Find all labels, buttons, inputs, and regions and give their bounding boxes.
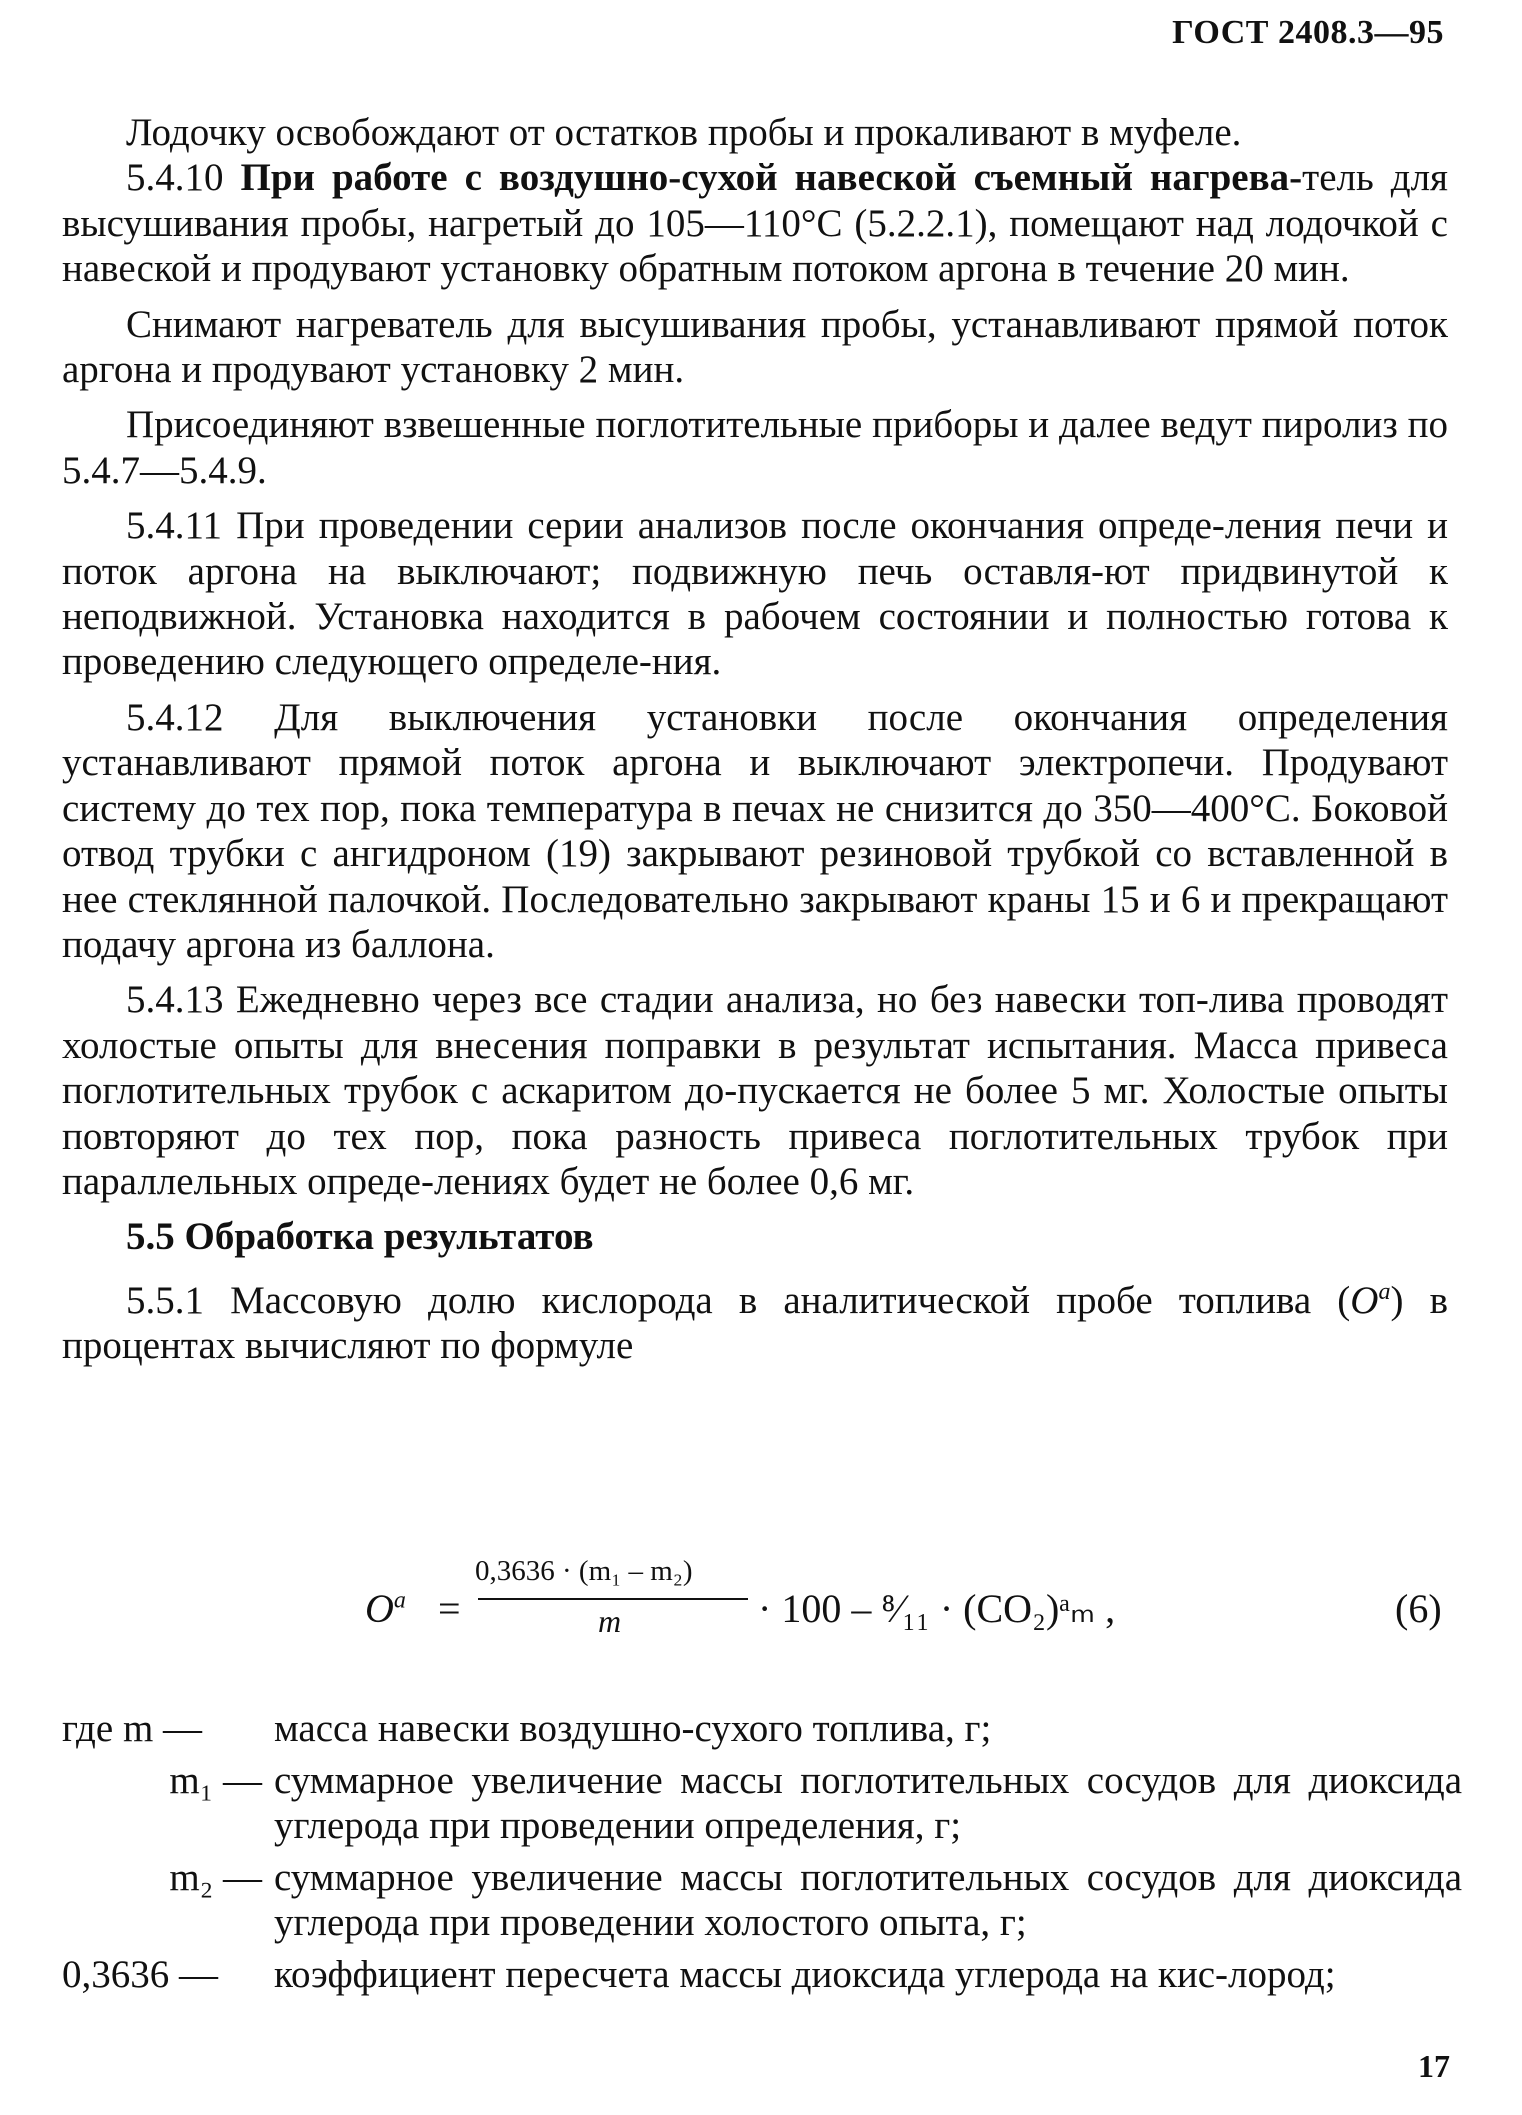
paragraph-attach-devices: Присоединяют взвешенные поглотительные приборы и далее ведут пиролиз по 5.4.7—5.4.9. xyxy=(62,403,1448,492)
formula-6 xyxy=(0,1555,1522,1675)
paragraph-5-4-12: 5.4.12 Для выключения установки после окончания определения устанавливают прямой поток аргона и выключают электропечи. Продувают систему до тех пор, пока температура в печах не снизится до 350—400°С. Боковой отвод трубки с ангидроном (19) закрывают резиновой трубкой со вставленной в нее стеклянной палочкой. Последовательно закрывают краны 15 и 6 и прекращают подачу аргона из баллона. xyxy=(62,695,1448,966)
formula-lhs: $O^a$ xyxy=(365,1586,406,1631)
variable-definitions xyxy=(62,1700,1462,1997)
formula-denominator: m xyxy=(598,1603,622,1639)
paragraph-5-4-10 xyxy=(62,155,1448,291)
definition-item xyxy=(62,1706,1462,1752)
clause-text-end: ) в процентах вычисляют по формуле xyxy=(62,1278,1448,1368)
clause-bold-lead: При работе с воздушно-сухой навеской съемный нагрева- xyxy=(240,156,1303,200)
definition-text: масса навески воздушно-сухого топлива, г; xyxy=(274,1707,992,1750)
paragraph-boat-cleaning: Лодочку освобождают от остатков пробы и прокаливают в муфеле. xyxy=(126,111,1242,154)
definition-term: 0,3636 — xyxy=(62,1952,218,1996)
clause-text: тель для высушивания пробы, нагретый до 105—110°С (5.2.2.1), помещают над лодочкой с навеской и продувают установку обратным потоком аргона в течение 20 мин. xyxy=(62,156,1448,291)
definition-term: m₂ — xyxy=(169,1855,262,1899)
formula-numerator: 0,3636 · (m₁ – m₂) xyxy=(475,1555,693,1587)
definition-text: суммарное увеличение массы поглотительных сосудов для диоксида углерода при проведении определения, г; xyxy=(274,1758,1462,1847)
definition-text: коэффициент пересчета массы диоксида углерода на кис-лород; xyxy=(274,1952,1336,1996)
definition-item xyxy=(62,1855,1462,1946)
definition-item xyxy=(62,1952,1462,1998)
document-body xyxy=(62,110,1448,1369)
paragraph-5-4-13: 5.4.13 Ежедневно через все стадии анализа, но без навески топ-лива проводят холостые опыты для внесения поправки в результат испытания. Масса привеса поглотительных трубок с аскаритом до-пускается не более 5 мг. Холостые опыты повторяют до тех пор, пока разность привеса поглотительных трубок при параллельных опреде-лениях будет не более 0,6 мг. xyxy=(62,978,1448,1203)
formula-remainder: · 100 – ⁸⁄₁₁ · (CO₂)ᵃₘ , xyxy=(758,1586,1116,1631)
paragraph-5-5-1 xyxy=(62,1270,1448,1369)
clause-number: 5.4.10 xyxy=(126,156,224,200)
formula-number: (6) xyxy=(1395,1586,1442,1631)
analytic-superscript: a xyxy=(1378,1278,1391,1305)
clause-text-start: 5.5.1 Массовую долю кислорода в аналитической пробе топлива ( xyxy=(126,1278,1351,1322)
fraction-bar xyxy=(478,1598,748,1600)
definition-item xyxy=(62,1758,1462,1849)
definition-text: суммарное увеличение массы поглотительных сосудов для диоксида углерода при проведении холостого опыта, г; xyxy=(274,1855,1462,1944)
document-header-code: ГОСТ 2408.3—95 xyxy=(1172,14,1444,51)
paragraph-remove-heater: Снимают нагреватель для высушивания пробы, устанавливают прямой поток аргона и продувают установку 2 мин. xyxy=(62,302,1448,392)
section-heading-5-5: 5.5 Обработка результатов xyxy=(126,1215,594,1259)
page-number: 17 xyxy=(1418,2048,1450,2084)
formula-equals: = xyxy=(438,1586,461,1631)
oxygen-symbol: O xyxy=(1350,1278,1379,1322)
definition-term: m₁ — xyxy=(169,1758,262,1802)
definition-term: где m — xyxy=(62,1707,203,1750)
paragraph-5-4-11: 5.4.11 При проведении серии анализов после окончания опреде-ления печи и поток аргона на выключают; подвижную печь оставля-ют придвинутой к неподвижной. Установка находится в рабочем состоянии и полностью готова к проведению следующего определе-ния. xyxy=(62,504,1448,684)
